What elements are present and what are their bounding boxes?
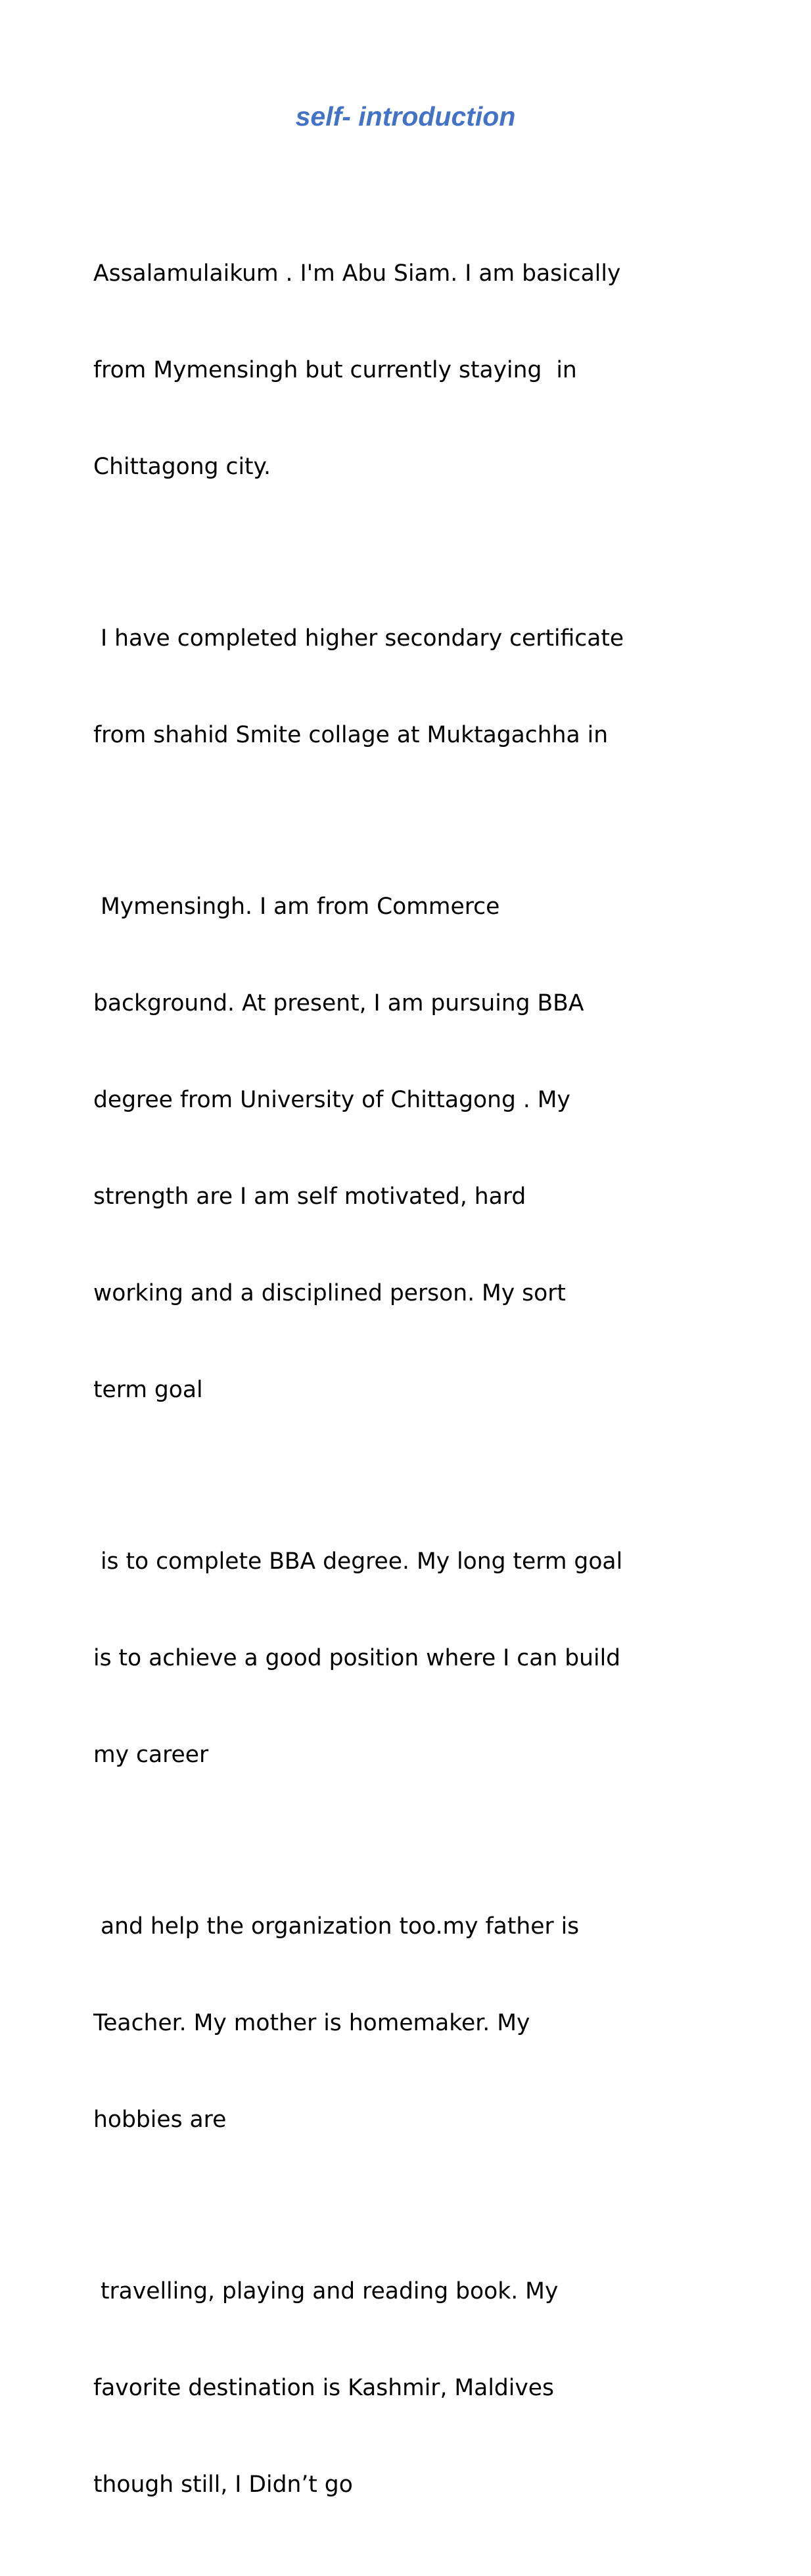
text-line: working and a disciplined person. My sort	[93, 1280, 566, 1306]
paragraph-background	[93, 826, 711, 1471]
text-line: hobbies are	[93, 2107, 227, 2133]
text-line: is to achieve a good position where I can build	[93, 1645, 621, 1671]
paragraph-greeting	[93, 193, 711, 548]
text-line: I have completed higher secondary certificate	[93, 625, 624, 652]
text-line: favorite destination is Kashmir, Maldives	[93, 2375, 555, 2401]
text-line: Chittagong city.	[93, 454, 271, 480]
text-line: strength are I am self motivated, hard	[93, 1183, 526, 1210]
text-line: Assalamulaikum . I'm Abu Siam. I am basically	[93, 260, 621, 287]
text-line: term goal	[93, 1377, 203, 1403]
paragraph-family	[93, 1846, 711, 2201]
text-line: is to complete BBA degree. My long term goal	[93, 1548, 623, 1575]
document-body	[93, 193, 711, 2576]
text-line: though still, I Didn’t go	[93, 2471, 353, 2498]
text-line: Teacher. My mother is homemaker. My	[93, 2010, 530, 2036]
paragraph-education	[93, 558, 711, 816]
paragraph-hobbies	[93, 2211, 711, 2565]
text-line: and help the organization too.my father is	[93, 1913, 580, 1940]
text-line: my career	[93, 1742, 209, 1768]
paragraph-goals	[93, 1481, 711, 1836]
document-title: self- introduction	[295, 101, 516, 131]
text-line: Mymensingh. I am from Commerce	[93, 894, 500, 920]
text-line: from Mymensingh but currently staying in	[93, 357, 577, 383]
text-line: background. At present, I am pursuing BBA	[93, 990, 584, 1016]
text-line: from shahid Smite collage at Muktagachha in	[93, 722, 609, 748]
text-line: degree from University of Chittagong . My	[93, 1087, 570, 1113]
text-line: travelling, playing and reading book. My	[93, 2278, 559, 2304]
